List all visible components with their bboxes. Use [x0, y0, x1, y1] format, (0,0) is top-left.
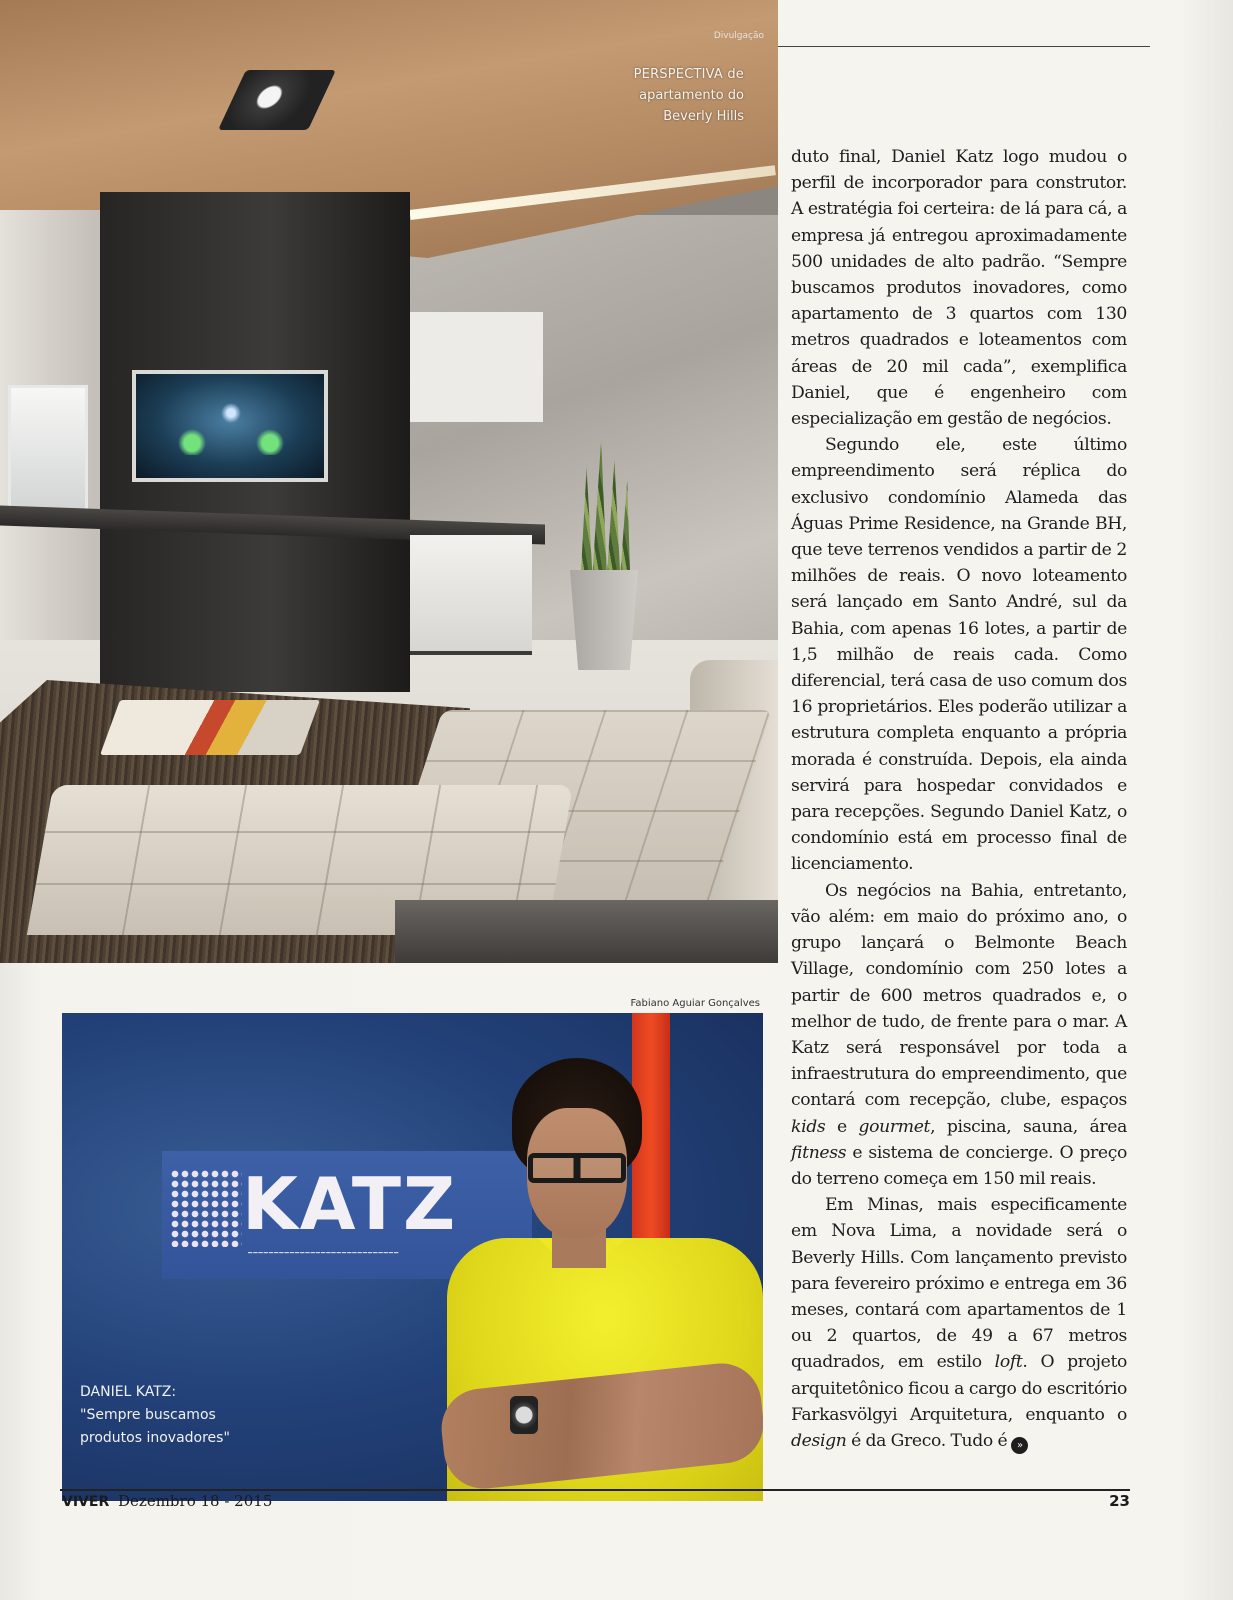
text-run: e — [825, 1116, 859, 1137]
paragraph: duto final, Daniel Katz logo mudou o perfil de incorporador para construtor. A estratégia foi certeira: de lá para cá, a empresa já entregou aproximadamente 500 unidades de alto padrão. “Sempre buscamos produtos inovadores, como apartamento de 3 quartos com 130 metros quadrados e loteamentos com áreas de 20 mil cada”, exemplifica Daniel, que é engenheiro com especialização em gestão de negócios. — [791, 147, 1127, 430]
paragraph — [791, 1192, 1127, 1454]
side-cabinet — [410, 535, 532, 655]
text-run: é da Greco. Tudo é — [846, 1430, 1008, 1451]
italic-term: loft — [994, 1352, 1023, 1373]
caption-line: Beverly Hills — [663, 109, 744, 124]
caption-line: PERSPECTIVA de — [633, 67, 744, 82]
person-figure — [442, 1058, 763, 1501]
glasses-icon — [528, 1153, 626, 1183]
paragraph — [791, 878, 1127, 1192]
katz-logo-dots — [170, 1169, 242, 1247]
text-run: Os negócios na Bahia, entretanto, vão além: em maio do próximo ano, o grupo lançará o Belmonte Beach Village, condomínio com 250 lotes a partir de 600 metros quadrados e, o melhor de tudo, de frente para o mar. A Katz será responsável por toda a infraestrutura do empreendimento, que contará com recepção, clube, espaços — [791, 880, 1127, 1111]
tv-image — [166, 395, 296, 455]
portrait-photo — [62, 1013, 763, 1501]
issue-date: Dezembro 18 - 2015 — [118, 1492, 273, 1510]
article-body — [791, 144, 1127, 1454]
photo-caption-portrait — [80, 1381, 340, 1450]
italic-term: design — [791, 1430, 847, 1451]
continue-arrow-icon: » — [1011, 1437, 1028, 1454]
italic-term: kids — [791, 1116, 826, 1137]
caption-name: DANIEL KATZ: — [80, 1384, 177, 1400]
wall-panel — [405, 312, 543, 422]
magazine-name: VIVER — [62, 1494, 110, 1510]
footer-rule — [60, 1489, 1130, 1491]
caption-quote: "Sempre buscamos — [80, 1407, 216, 1423]
caption-line: apartamento do — [639, 88, 744, 103]
window-panel — [8, 385, 88, 525]
italic-term: fitness — [791, 1142, 847, 1163]
magazines — [100, 700, 320, 755]
caption-quote: produtos inovadores" — [80, 1430, 230, 1446]
photo-credit-top: Divulgação — [713, 31, 764, 41]
photo-credit-portrait: Fabiano Aguiar Gonçalves — [630, 998, 760, 1009]
text-run: Em Minas, mais especificamente em Nova Lima, a novidade será o Beverly Hills. Com lançamento previsto para fevereiro próximo e entrega em 36 meses, contará com apartamentos de 1 ou 2 quartos, de 49 a 67 metros quadrados, em estilo — [791, 1195, 1127, 1373]
photo-caption-top — [560, 64, 744, 127]
page-number: 23 — [1109, 1492, 1130, 1510]
text-run: , piscina, sauna, área — [930, 1116, 1127, 1137]
katz-logo-subtitle: ━━━━━━━━━━━━━━━━━━━━━━━━━━━━━ — [248, 1249, 400, 1257]
text-run: e sistema de concierge. O preço do terreno começa em 150 mil reais. — [791, 1142, 1127, 1189]
planter — [570, 570, 638, 670]
apartment-render-photo — [0, 0, 778, 963]
italic-term: gourmet — [858, 1116, 931, 1137]
paragraph: Segundo ele, este último empreendimento será réplica do exclusivo condomínio Alameda das Águas Prime Residence, na Grande BH, que teve terrenos vendidos a partir de 2 milhões de reais. O novo loteamento será lançado em Santo André, sul da Bahia, com apenas 16 lotes, a partir de 1,5 milhão de reais cada. Como diferencial, terá casa de uso comum dos 16 proprietários. Eles poderão utilizar a estrutura completa enquanto a própria morada é construída. Depois, ela ainda servirá para hospedar convidados e para recepções. Segundo Daniel Katz, o condomínio está em processo final de licenciamento. — [791, 435, 1127, 875]
footer-folio — [62, 1492, 272, 1510]
watch-icon — [510, 1396, 538, 1434]
katz-logo-text: KATZ — [242, 1162, 458, 1246]
text-run: . O projeto arquitetônico ficou a cargo do escritório Farkasvölgyi Arquitetura, enquanto o — [791, 1352, 1128, 1425]
sofa-base — [395, 900, 778, 963]
